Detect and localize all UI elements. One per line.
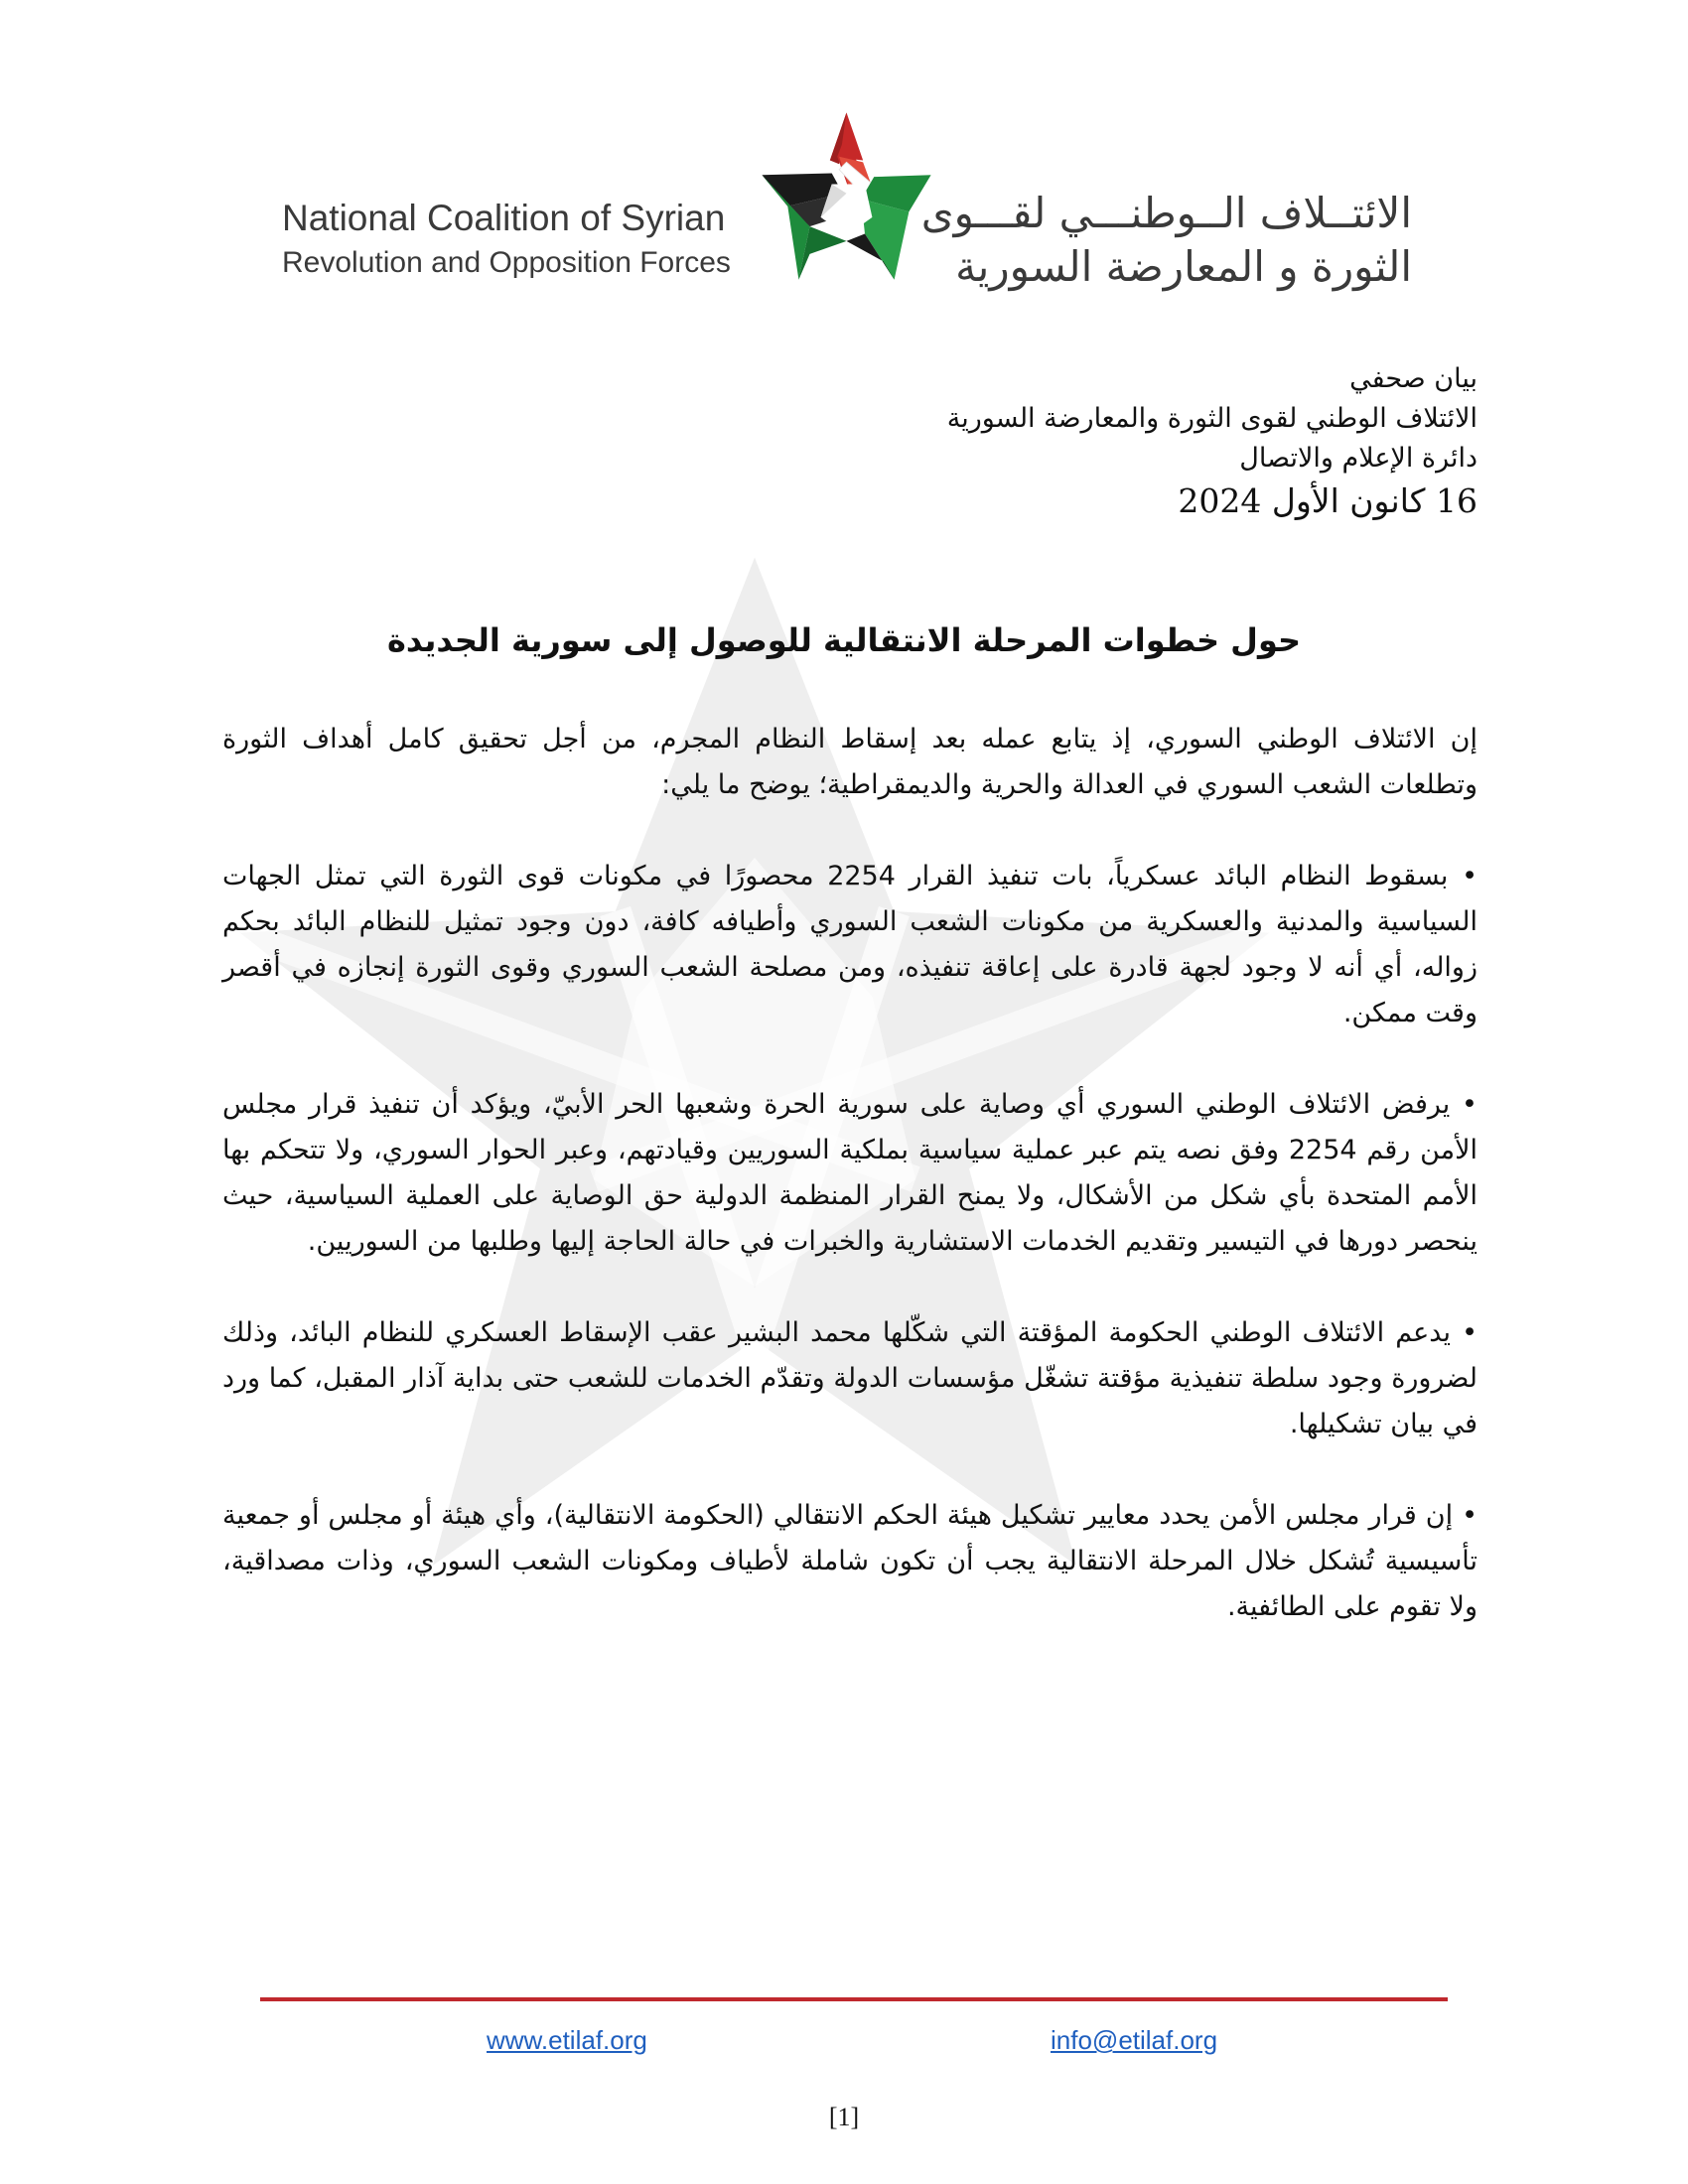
footer-links	[0, 2025, 1688, 2065]
arabic-name-line2: الثورة و المعارضة السورية	[955, 242, 1412, 291]
english-name-line2: Revolution and Opposition Forces	[282, 246, 731, 279]
page-number: [1]	[828, 2103, 860, 2131]
arabic-name-line1: الائتــلاف الــوطنـــي لقـــوى	[920, 189, 1412, 237]
release-date: 16 كانون الأول 2024	[1178, 481, 1477, 520]
letterhead	[0, 99, 1688, 298]
english-name-line1: National Coalition of Syrian	[282, 198, 726, 238]
department-line: دائرة الإعلام والاتصال	[1239, 443, 1477, 474]
footer-divider	[260, 1997, 1448, 2001]
statement-title: حول خطوات المرحلة الانتقالية للوصول إلى سورية الجديدة	[386, 621, 1302, 659]
organization-line: الائتلاف الوطني لقوى الثورة والمعارضة السورية	[946, 403, 1477, 434]
press-release-meta	[782, 359, 1477, 524]
document-type: بيان صحفي	[1349, 363, 1477, 394]
bullet-paragraph-2: • يرفض الائتلاف الوطني السوري أي وصاية على سورية الحرة وشعبها الحر الأبيّ، ويؤكد أن تنفيذ قرار مجلس الأمن رقم 2254 وفق نصه يتم عبر عملية سياسية بملكية السوريين وقيادتهم، وعبر الحوار السوري، ولا تتحكم بها الأمم المتحدة بأي شكل من الأشكال، ولا يمنح القرار المنظمة الدولية حق الوصاية على العملية السياسية، حيث ينحصر دورها في التيسير وتقديم الخدمات الاستشارية والخبرات في حالة الحاجة إليها وطلبها من السوريين.	[222, 1089, 1477, 1257]
intro-paragraph: إن الائتلاف الوطني السوري، إذ يتابع عمله بعد إسقاط النظام المجرم، من أجل تحقيق كامل أهداف الثورة وتطلعات الشعب السوري في العدالة والحرية والديمقراطية؛ يوضح ما يلي:	[222, 724, 1477, 800]
coalition-star-logo-icon	[755, 105, 938, 289]
arabic-organization-name	[920, 187, 1412, 294]
email-link[interactable]: info@etilaf.org	[1051, 2025, 1218, 2055]
english-organization-name	[282, 195, 749, 284]
bullet-paragraph-1: • بسقوط النظام البائد عسكرياً، بات تنفيذ القرار 2254 محصورًا في مكونات قوى الثورة التي تمثل الجهات السياسية والمدنية والعسكرية من مكونات الشعب السوري وأطيافه كافة، دون وجود تمثيل للنظام البائد بحكم زواله، أي أنه لا وجود لجهة قادرة على إعاقة تنفيذه، ومن مصلحة الشعب السوري وقوى الثورة إنجازه في أقصر وقت ممكن.	[222, 861, 1478, 1028]
statement-body	[222, 717, 1477, 1676]
website-link[interactable]: www.etilaf.org	[487, 2025, 647, 2055]
bullet-paragraph-4: • إن قرار مجلس الأمن يحدد معايير تشكيل هيئة الحكم الانتقالي (الحكومة الانتقالية)، وأي هيئة أو مجلس أو جمعية تأسيسية تُشكل خلال المرحلة الانتقالية يجب أن تكون شاملة لأطياف ومكونات الشعب السوري، وذات مصداقية، ولا تقوم على الطائفية.	[222, 1500, 1477, 1622]
bullet-paragraph-3: • يدعم الائتلاف الوطني الحكومة المؤقتة التي شكّلها محمد البشير عقب الإسقاط العسكري للنظام البائد، وذلك لضرورة وجود سلطة تنفيذية مؤقتة تشغّل مؤسسات الدولة وتقدّم الخدمات للشعب حتى بداية آذار المقبل، كما ورد في بيان تشكيلها.	[222, 1317, 1477, 1439]
